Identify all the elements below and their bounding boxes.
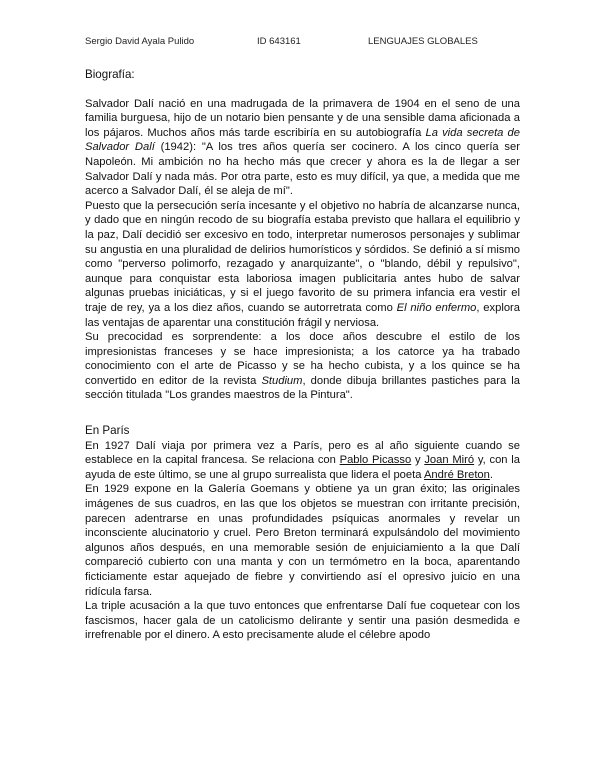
link-joan-miro[interactable]: Joan Miró: [424, 454, 475, 467]
artwork-title: El niño enfermo: [396, 301, 477, 314]
section-title-biografia: Biografía:: [85, 68, 135, 81]
text: Salvador Dalí nació en una madrugada de la primavera de 1904 en el seno de una familia burguesa, hijo de un notario bien pensante y de una sensible dama aficionada a los pájaros. Muchos años más tarde escribiría en su autobiografía: [85, 97, 520, 139]
header-author: Sergio David Ayala Pulido: [85, 36, 195, 47]
header-id: ID 643161: [257, 36, 301, 47]
paragraph: La triple acusación a la que tuvo entonces que enfrentarse Dalí fue coquetear con los fascismos, hacer gala de un catolicismo delirante y sentir una pasión desmedida e irrefrenable por el dinero. A esto precisamente alude el célebre apodo: [85, 600, 520, 642]
spacer: [85, 403, 520, 424]
text: Su precocidad es sorprendente: a los doce años descubre el estilo de los impresionistas franceses y se hace impresionista; a los catorce ya ha trabado conocimiento con el arte de Picasso y se ha hecho cubista, y a los quince se ha convertido en editor de la revista: [85, 331, 520, 387]
text: Puesto que la persecución sería incesante y el objetivo no habría de alcanzarse nunca, y dado que en ningún recodo de su biografía estaba previsto que hallara el equilibrio y la paz, Dalí decidió ser excesivo en todo, interpretar numerosos personajes y sublimar su angustia en una pluralidad de delirios humorísticos y sórdidos. Se definió a sí mismo como "perverso polimorfo, rezagado y anarquizante", o "blando, débil y repulsivo", aunque para conquistar esta laboriosa imagen publicitaria antes hubo de salvar algunas pruebas iniciáticas, y si el juego favorito de su primera infancia era vestir el traje de rey, ya a los diez años, cuando se autorretrata como: [85, 199, 520, 314]
text: , donde dibuja brillantes pastiches para la sección titulada "Los grandes maestros de la Pintura".: [85, 374, 520, 402]
header-course: LENGUAJES GLOBALES: [368, 36, 478, 47]
book-title: La vida secreta de Salvador Dalí: [85, 126, 520, 154]
text: y: [411, 454, 425, 467]
page-header: [85, 36, 525, 50]
text: .: [489, 468, 493, 481]
text: y, con la ayuda de este último, se une al grupo surrealista que lidera el poeta: [85, 454, 520, 481]
text: , explora las ventajas de aparentar una constitución frágil y nerviosa.: [85, 301, 520, 329]
document-body: [85, 68, 520, 643]
paragraph: [85, 439, 520, 483]
paragraph: En 1929 expone en la Galería Goemans y obtiene ya un gran éxito; las originales imágenes de sus cuadros, en las que los objetos se muestran con irritante precisión, parecen adentrarse en unas profundidades psíquicas anormales y revelar un inconsciente alucinatorio y cruel. Pero Breton terminará expulsándolo del movimiento algunos años después, en una memorable sesión de enjuiciamiento a la que Dalí compareció cubierto con una manta y con un termómetro en la boca, aparentando ficticiamente estar aquejado de fiebre y convirtiendo así el opresivo juicio en una ridícula farsa.: [85, 483, 520, 598]
section-title-paris: En París: [85, 424, 130, 438]
paragraph: [85, 97, 520, 199]
magazine-title: Studium: [261, 374, 303, 387]
paragraph: [85, 330, 520, 403]
link-pablo-picasso[interactable]: Pablo Picasso: [339, 454, 412, 467]
spacer: [85, 83, 520, 97]
link-andre-breton[interactable]: André Breton: [423, 468, 490, 481]
text: En 1927 Dalí viaja por primera vez a París, pero es al año siguiente cuando se establece en la capital francesa. Se relaciona con: [85, 439, 520, 467]
text: (1942): "A los tres años quería ser cocinero. A los cinco quería ser Napoleón. Mi ambición no ha hecho más que crecer y ahora es la de llegar a ser Salvador Dalí y nada más. Por otra parte, esto es muy difícil, ya que, a medida que me acerco a Salvador Dalí, él se aleja de mí".: [85, 141, 520, 198]
paragraph: [85, 199, 520, 330]
